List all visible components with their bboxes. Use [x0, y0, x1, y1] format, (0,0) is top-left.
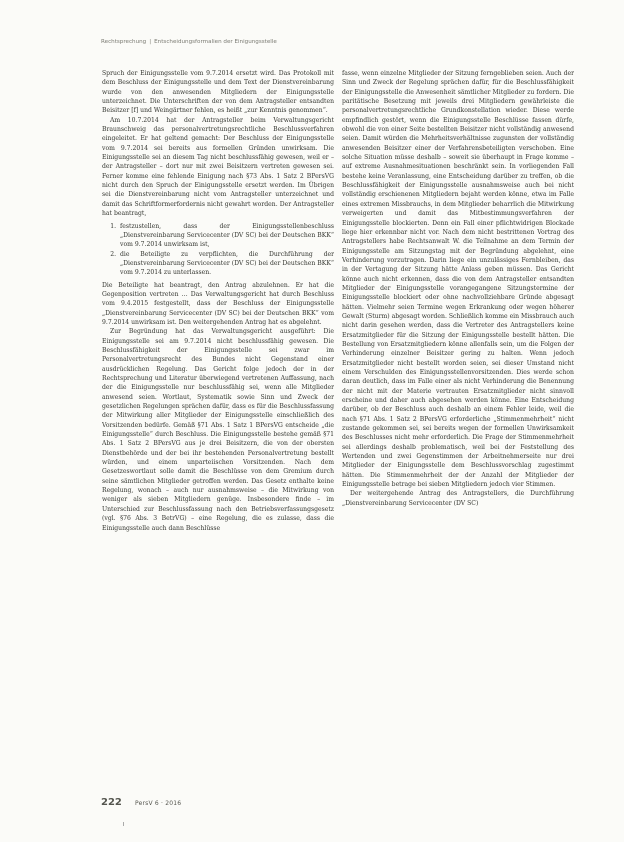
header-title: Entscheidungsformalien der Einigungsstelle: [154, 39, 277, 45]
scan-mark: [123, 822, 124, 826]
header-section: Rechtsprechung: [101, 39, 147, 45]
right-column: [342, 69, 574, 769]
page-footer: [101, 790, 181, 809]
paragraph: Die Beteiligte hat beantragt, den Antrag abzulehnen. Er hat die Gegenposition vertreten … Das Verwaltungsgericht hat durch Beschluss vom 9.4.2015 festgestellt, dass der Beschluss der Einigungsstelle „Dienstvereinbarung Servicecenter (DV SC) bei der Deutschen BKK“ vom 9.7.2014 unwirksam ist. Den weitergehenden Antrag hat es abgelehnt.: [102, 281, 334, 326]
request-list: [102, 222, 334, 278]
running-header: [101, 39, 277, 45]
paragraph: Der weitergehende Antrag des Antragstellers, die Durchführung „Dienstvereinbarung Servicecenter (DV SC): [342, 490, 574, 507]
list-item: 2. die Beteiligte zu verpflichten, die Durchführung der „Dienstvereinbarung Servicecenter (DV SC) bei der Deutschen BKK“ vom 9.7.2014 zu unterlassen.: [118, 250, 334, 278]
paragraph: Spruch der Einigungsstelle vom 9.7.2014 ersetzt wird. Das Protokoll mit dem Beschluss der Einigungsstelle und dem Text der Dienstvereinbarung wurde von den anwesenden Mitgliedern der Einigungsstelle unterzeichnet. Die Unterschriften der von dem Antragsteller entsandten Beisitzer [f] und Weingärtner fehlen, es heißt „zur Kenntnis genommen“.: [102, 70, 334, 115]
header-separator: |: [149, 39, 152, 45]
journal-issue: PersV 6 · 2016: [134, 800, 182, 807]
page-number: 222: [101, 797, 122, 808]
list-item: 1. festzustellen, dass der Einigungsstellenbeschluss „Dienstvereinbarung Servicecenter (DV SC) bei der Deutschen BKK“ vom 9.7.2014 unwirksam ist,: [118, 222, 334, 250]
paragraph: fasse, wenn einzelne Mitglieder der Sitzung ferngeblieben seien. Auch der Sinn und Zweck der Regelung sprächen dafür, für die Beschlussfähigkeit der Einigungsstelle die Anwesenheit sämtlicher Mitglieder zu fordern. Die paritätische Besetzung mit jeweils drei Mitgliedern gewährleiste die personalvertretungsrechtliche Grundkonstellation wieder. Diese werde empfindlich gestört, wenn die Einigungsstelle Beschlüsse fassen dürfe, obwohl die von einer Seite bestellten Beisitzer nicht vollständig anwesend seien. Damit würden die Mehrheitsverhältnisse zugunsten der vollständig anwesenden Beisitzer einer der Verfahrensbeteiligten verschoben. Eine solche Situation müsse deshalb – soweit sie überhaupt in Frage komme – auf extreme Ausnahmesituationen beschränkt sein. In vorliegenden Fall bestehe keine Veranlassung, eine Entscheidung darüber zu treffen, ob die Beschlussfähigkeit der Einigungsstelle ausnahmsweise auch bei nicht vollständig erschienenen Mitgliedern bejaht werden könne, etwa im Falle eines extremen Missbrauchs, in dem Mitglieder beharrlich die Mitwirkung verweigerten und damit das Mitbestimmungsverfahren der Einigungsstelle blockierten. Denn ein Fall einer pflichtwidrigen Blockade liege hier erkennbar nicht vor. Nach dem nicht bestrittenen Vortrag des Antragstellers habe Rechtsanwalt W. die Teilnahme an dem Termin der Einigungsstelle am Sitzungstag mit der Begründung abgelehnt, eine Verhinderung vorzutragen. Darin liege ein unzulässiges Fernbleiben, das in der Vertagung der Sitzung hätte Anlass geben müssen. Das Gericht könne auch nicht erkennen, dass die von dem Antragsteller entsandten Mitglieder der Einigungsstelle vorangegangene Sitzungstermine der Einigungsstelle blockiert oder ohne nachvollziehbare Gründe abgesagt hätten. Vielmehr seien Termine wegen Erkrankung oder wegen höherer Gewalt (Sturm) abgesagt worden. Schließlich komme ein Missbrauch auch nicht darin gesehen werden, dass die Vertreter des Antragstellers keine Ersatzmitglieder für die Sitzung der Einigungsstelle bestellt hätten. Die Bestellung von Ersatzmitgliedern könne allenfalls sein, um die Folgen der Verhinderung einzelner Beisitzer gering zu halten. Wenn jedoch Ersatzmitglieder nicht bestellt worden seien, sei dieser Umstand nicht einem Verschulden des Einigungsstellenvorsitzenden. Dies werde schon daran deutlich, dass im Falle einer als nicht Verhinderung die Benennung der nicht mit der Materie vertrauten Ersatzmitglieder nicht sinnvoll erscheine und daher auch abgesehen werden könne. Eine Entscheidung darüber, ob der Beschluss auch deshalb an einem Fehler leide, weil die nach §71 Abs. 1 Satz 2 BPersVG erforderliche „Stimmenmehrheit“ nicht zustande gekommen sei, sei bereits wegen der formellen Unwirksamkeit des Beschlusses nicht mehr erforderlich. Die Frage der Stimmenmehrheit sei allerdings deshalb problematisch, weil bei der Feststellung des Wertenden und zwei Gegenstimmen der Arbeitnehmerseite nur drei Mitglieder der Einigungsstelle dem Beschlussvorschlag zugestimmt hätten. Die Stimmenmehrheit der der Anzahl der Mitglieder der Einigungsstelle betrage bei sieben Mitgliedern jedoch vier Stimmen.: [342, 70, 574, 489]
paragraph: Zur Begründung hat das Verwaltungsgericht ausgeführt: Die Einigungsstelle sei am 9.7.2014 nicht beschlussfähig gewesen. Die Beschlussfähigkeit der Einigungsstelle sei zwar im Personalvertretungsrecht des Bundes nicht Gegenstand einer ausdrücklichen Regelung. Das Gericht folge jedoch der in der Rechtsprechung und Literatur überwiegend vertretenen Auffassung, nach der die Einigungsstelle nur beschlussfähig sei, wenn alle Mitglieder anwesend seien. Wortlaut, Systematik sowie Sinn und Zweck der gesetzlichen Regelungen sprächen dafür, dass es für die Beschlussfassung der Mitwirkung aller Mitglieder der Einigungsstelle einschließlich des Vorsitzenden bedürfe. Gemäß §71 Abs. 1 Satz 1 BPersVG entscheide „die Einigungsstelle“ durch Beschluss. Die Einigungsstelle bestehe gemäß §71 Abs. 1 Satz 2 BPersVG aus je drei Beisitzern, die von der obersten Dienstbehörde und der bei ihr bestehenden Personalvertretung bestellt würden, und einem unparteiischen Vorsitzenden. Nach dem Gesetzeswortlaut solle damit die Beschlüsse von dem Gremium durch seine sämtlichen Mitglieder getroffen werden. Das Gesetz enthalte keine Regelung, wonach – auch nur ausnahmsweise – die Mitwirkung von weniger als sieben Mitgliedern genüge. Insbesondere finde – im Unterschied zur Beschlussfassung nach den Betriebsverfassungsgesetz (vgl. §76 Abs. 3 BetrVG) – eine Regelung, die es zulasse, dass die Einigungsstelle auch dann Beschlüsse: [102, 328, 334, 532]
paragraph: Am 10.7.2014 hat der Antragsteller beim Verwaltungsgericht Braunschweig das personalvertretungsrechtliche Beschlussverfahren eingeleitet. Er hat geltend gemacht: Der Beschluss der Einigungsstelle vom 9.7.2014 sei bereits aus formellen Gründen unwirksam. Die Einigungsstelle sei an diesem Tag nicht beschlussfähig gewesen, weil er – der Antragsteller – dort nur mit zwei Beisitzern vertreten gewesen sei. Ferner komme eine fehlende Einigung nach §73 Abs. 1 Satz 2 BPersVG nicht durch den Spruch der Einigungsstelle ersetzt werden. Im Übrigen sei die Dienstvereinbarung nicht vom Antragsteller unterzeichnet und damit das Schriftformerfordernis nicht gewahrt worden. Der Antragsteller hat beantragt,: [102, 116, 334, 218]
left-column: [102, 69, 334, 769]
